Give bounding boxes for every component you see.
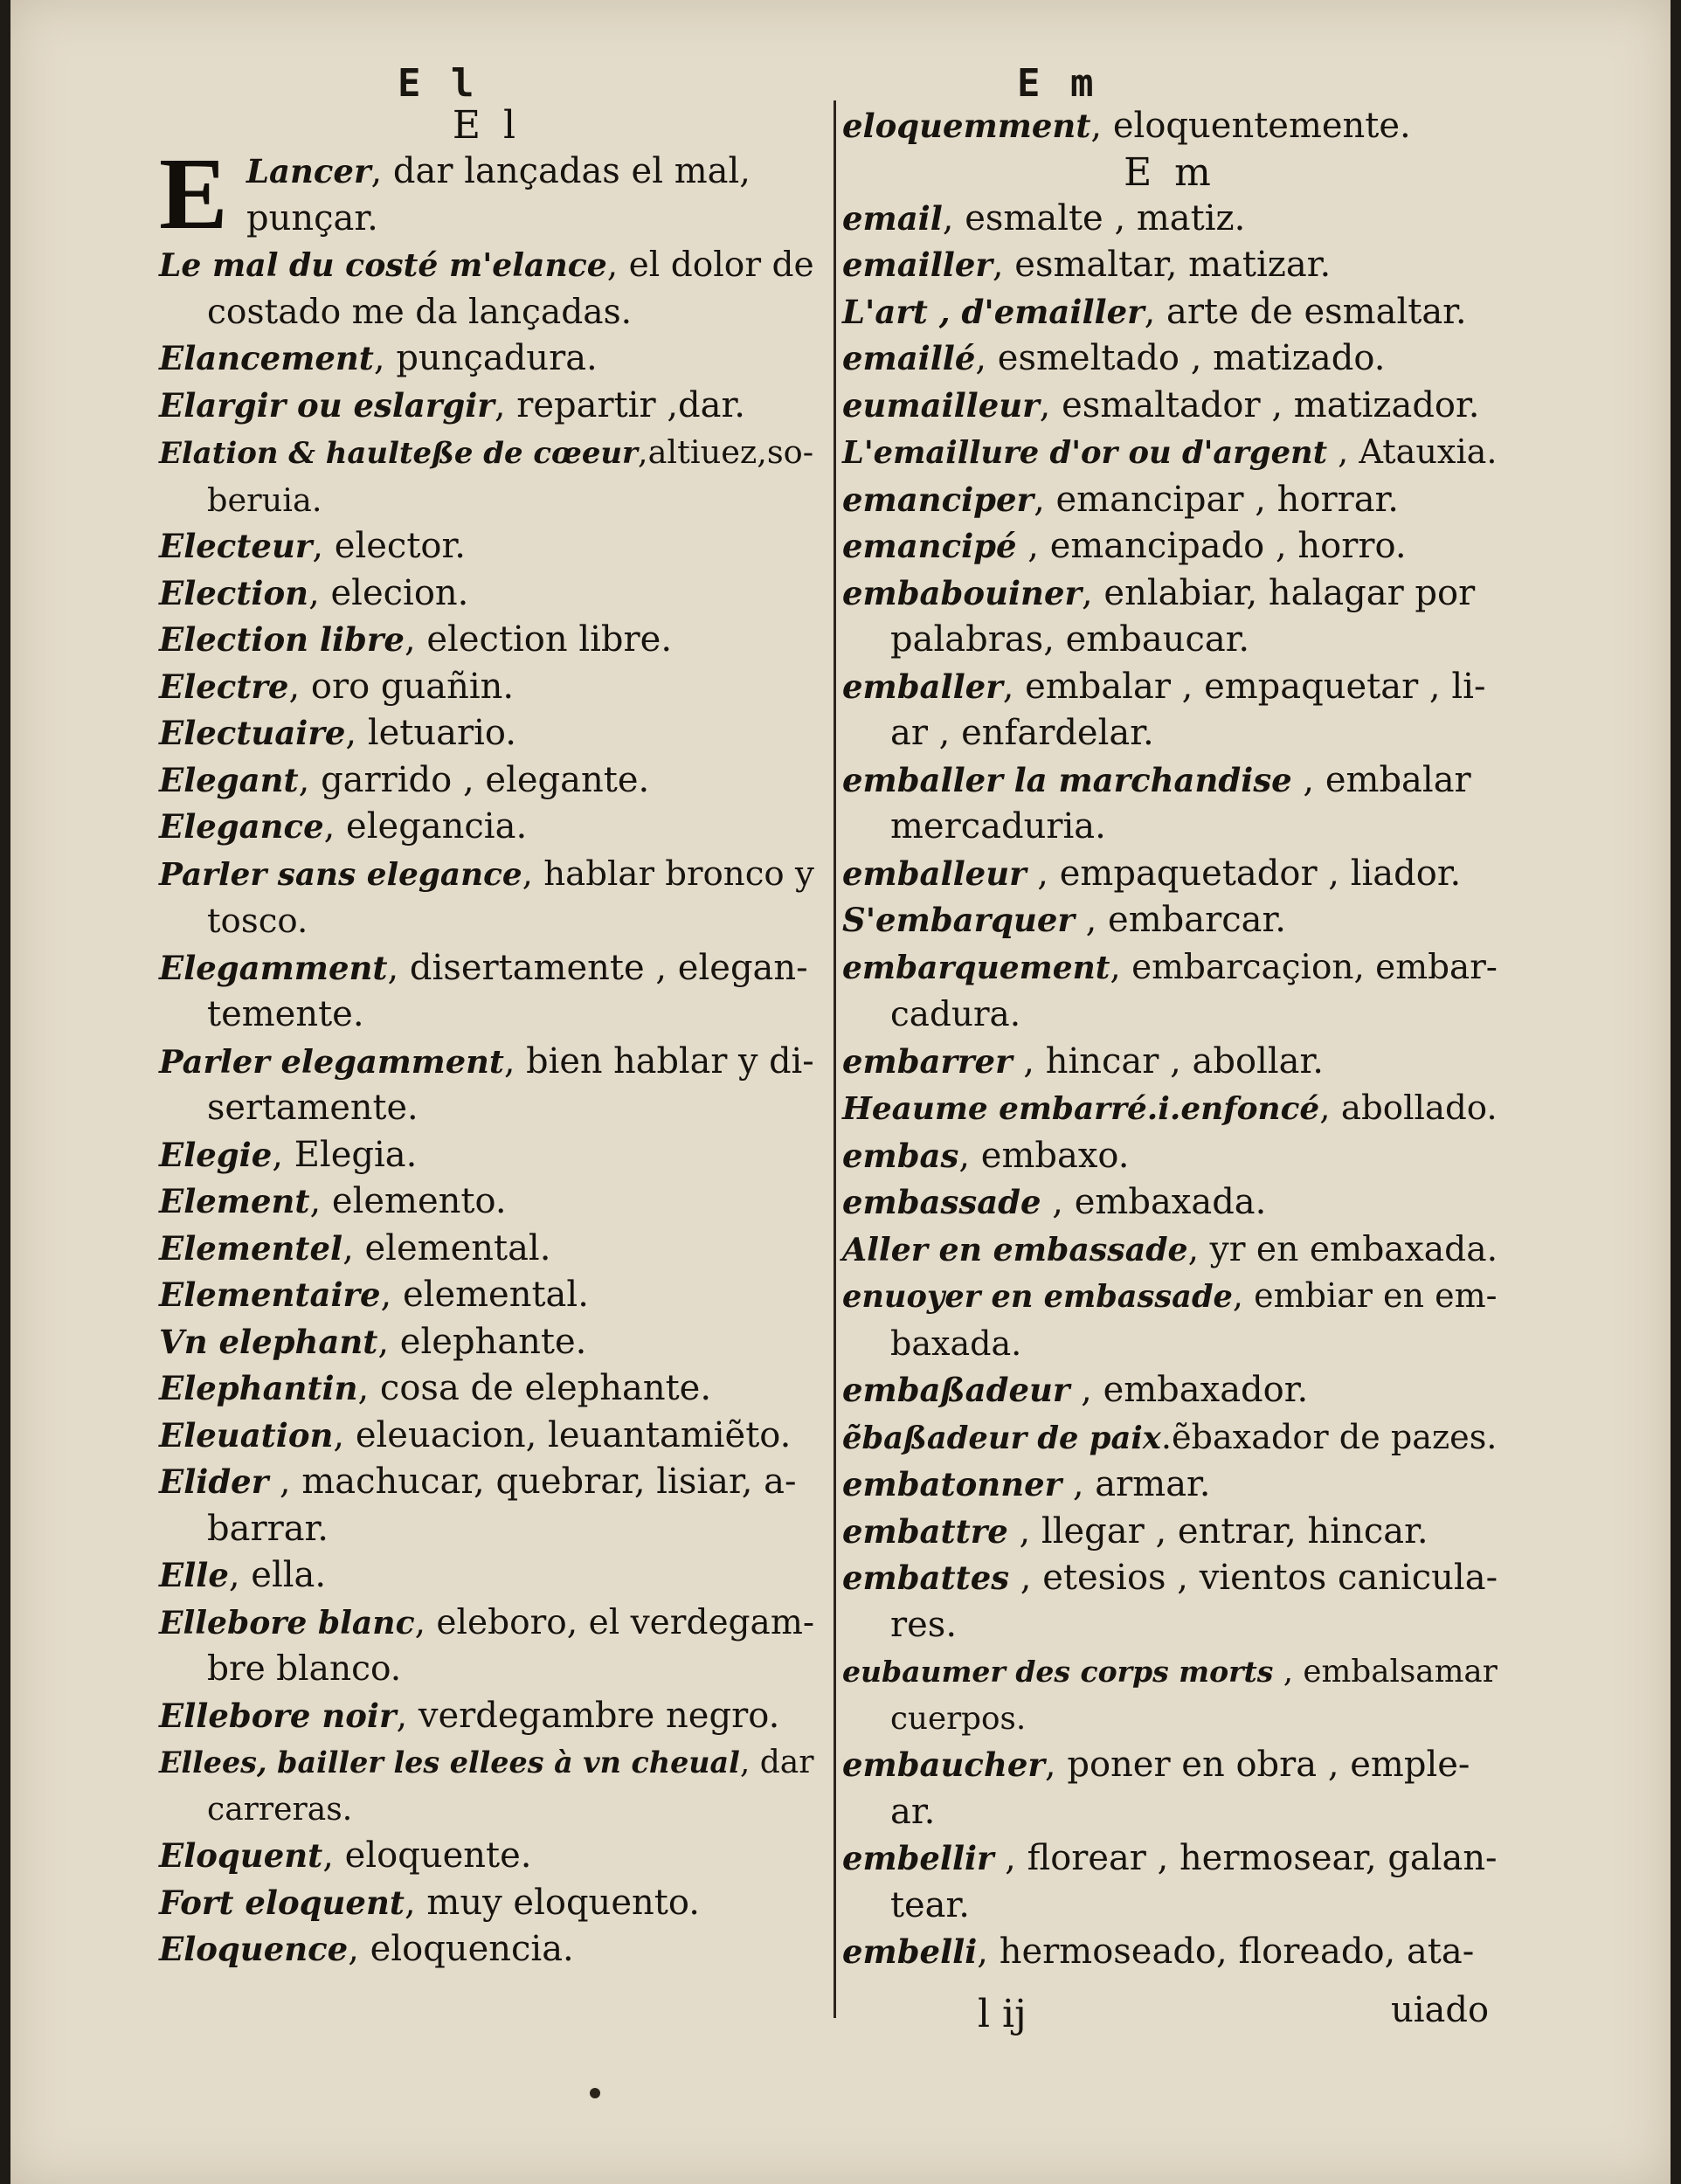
entry-headword: embassade: [842, 1183, 1041, 1221]
dictionary-entry: [842, 851, 1498, 898]
dictionary-entry: [842, 1835, 1498, 1929]
entry-headword: Elegie: [159, 1135, 273, 1174]
dictionary-entry: [842, 1039, 1498, 1086]
entry-continuation: tear.: [890, 1884, 970, 1925]
entry-translation: , cosa de elephante.: [357, 1368, 712, 1408]
entry-headword: Elider: [159, 1462, 269, 1501]
entry-headword: Ellebore blanc: [159, 1603, 415, 1641]
entry-headword: eloquemment: [842, 107, 1091, 145]
entry-headword: Election: [159, 573, 309, 612]
dictionary-entry: [842, 523, 1498, 570]
dictionary-entry: [159, 1459, 814, 1552]
section-heading-em: E m: [1124, 149, 1216, 195]
entry-translation: , Elegia.: [272, 1134, 418, 1175]
entry-translation: , embaxador.: [1069, 1370, 1309, 1410]
entry-headword: Parler sans elegance: [159, 855, 522, 893]
entry-translation: , dar: [739, 1744, 814, 1780]
dictionary-entry: [159, 757, 814, 805]
entry-headword: embarrer: [842, 1041, 1013, 1081]
entry-continuation: temente.: [207, 994, 364, 1034]
entry-translation: , disertamente , elegan-: [387, 947, 808, 988]
dictionary-entry: [842, 1509, 1498, 1556]
dictionary-entry: [842, 1462, 1498, 1509]
entry-translation: , eloquencia.: [348, 1929, 574, 1969]
entry-translation: , poner en obra , emple-: [1044, 1745, 1470, 1785]
dictionary-entry: [842, 1133, 1498, 1180]
entry-headword: eumailleur: [842, 385, 1040, 425]
entry-headword: Electuaire: [159, 714, 346, 752]
entry-headword: Heaume embarré.i.enfoncé: [842, 1090, 1320, 1127]
dictionary-entry: [159, 242, 814, 335]
entry-translation: , letuario.: [345, 713, 516, 753]
entry-headword: Elancement: [159, 339, 374, 377]
entry-continuation: ar.: [890, 1791, 936, 1832]
entry-headword: enuoyer en embassade: [842, 1279, 1233, 1315]
entry-translation: , el dolor de: [606, 245, 814, 285]
entry-headword: Fort eloquent: [159, 1883, 405, 1922]
dictionary-entry: [842, 1273, 1498, 1367]
entry-headword: embatonner: [842, 1465, 1062, 1503]
dictionary-entry: [159, 1132, 814, 1179]
entry-headword: Vn elephant: [159, 1322, 378, 1361]
entry-headword: Elegance: [159, 807, 324, 846]
entry-translation: , eleboro, el verdegam-: [414, 1602, 815, 1642]
entry-continuation: cuerpos.: [890, 1700, 1027, 1737]
entry-headword: Election libre: [159, 620, 405, 659]
entry-continuation: carreras.: [207, 1790, 353, 1828]
entry-translation: , elegancia.: [323, 806, 528, 847]
entry-translation: , Atauxia.: [1327, 432, 1498, 471]
entry-translation: , machucar, quebrar, lisiar, a-: [268, 1462, 797, 1502]
entry-headword: Eloquent: [159, 1836, 323, 1875]
dictionary-entry: [159, 1413, 814, 1460]
entry-headword: embelli: [842, 1932, 978, 1971]
dictionary-entry: [159, 1926, 814, 1973]
entry-headword: Elation & haulteße de cœeur: [159, 435, 638, 470]
dictionary-entry: [159, 1833, 814, 1880]
entry-headword: Ellees, bailler les ellees à vn cheual: [159, 1745, 740, 1780]
entry-headword: Electeur: [159, 527, 313, 565]
entry-translation: ,altiuez,so-: [637, 433, 814, 471]
dictionary-entry: [159, 945, 814, 1039]
entry-continuation: palabras, embaucar.: [890, 619, 1250, 660]
entry-translation: , elephante.: [377, 1321, 587, 1362]
entry-translation: , hermoseado, floreado, ata-: [977, 1932, 1475, 1972]
entry-translation: , muy eloquento.: [404, 1882, 700, 1923]
entry-headword: embattes: [842, 1559, 1010, 1597]
dictionary-entry: [159, 383, 814, 430]
entry-continuation: punçar.: [246, 197, 378, 238]
entry-continuation: costado me da lançadas.: [207, 292, 633, 332]
dictionary-entry: [159, 710, 814, 757]
entry-headword: emaillé: [842, 339, 976, 377]
entry-headword: Ellebore noir: [159, 1696, 397, 1735]
entry-headword: Elementel: [159, 1228, 343, 1268]
entry-translation: , repartir ,dar.: [494, 384, 745, 425]
entry-translation: , embalsamar: [1273, 1654, 1498, 1690]
dictionary-entry: [159, 1880, 814, 1927]
entry-headword: emballer la marchandise: [842, 760, 1292, 799]
entry-headword: emballeur: [842, 854, 1027, 893]
dictionary-entry: [159, 335, 814, 383]
dictionary-entry: [842, 570, 1498, 664]
entry-continuation: mercaduria.: [890, 806, 1106, 847]
left-column: [159, 103, 814, 1973]
entry-translation: , elector.: [312, 526, 466, 566]
dictionary-entry: [842, 1414, 1498, 1462]
entry-headword: emailler: [842, 245, 993, 284]
dictionary-entry: [842, 335, 1498, 383]
entry-headword: Eloquence: [159, 1930, 349, 1968]
entry-translation: , esmaltar, matizar.: [992, 245, 1332, 285]
entry-translation: , elemento.: [309, 1181, 507, 1221]
entry-translation: , elemental.: [342, 1227, 551, 1268]
dictionary-entry: [159, 617, 814, 664]
entry-continuation: beruia.: [207, 480, 322, 519]
entry-headword: email: [842, 198, 943, 238]
dictionary-entry: [842, 383, 1498, 430]
dictionary-entry: [842, 477, 1498, 524]
entry-translation: , armar.: [1062, 1464, 1211, 1504]
entry-headword: embas: [842, 1136, 959, 1175]
entry-headword: emancipé: [842, 527, 1017, 565]
entry-headword: L'art , d'emailler: [842, 292, 1145, 331]
entry-headword: Elargir ou eslargir: [159, 385, 495, 425]
entry-translation: , abollado.: [1319, 1089, 1498, 1128]
entry-headword: Electre: [159, 667, 289, 706]
entry-translation: , yr en embaxada.: [1187, 1229, 1498, 1269]
entry-translation: , embaxada.: [1041, 1182, 1267, 1222]
entry-translation: , embaxo.: [958, 1135, 1130, 1176]
entry-headword: Elementaire: [159, 1275, 381, 1314]
catchword: uiado: [1391, 1990, 1490, 2030]
entry-translation: , empaquetador , liador.: [1026, 853, 1462, 894]
entry-headword: S'embarquer: [842, 901, 1075, 939]
dictionary-entry: [159, 1739, 814, 1833]
right-column: [842, 103, 1498, 1976]
entry-headword: Elegamment: [159, 948, 388, 987]
entry-headword: Elegant: [159, 760, 299, 799]
entry-continuation: barrar.: [207, 1508, 329, 1549]
entry-headword: embaßadeur: [842, 1371, 1070, 1409]
entry-translation: , llegar , entrar, hincar.: [1007, 1510, 1429, 1552]
dictionary-entry: [159, 804, 814, 851]
dictionary-entry: [159, 570, 814, 618]
dictionary-entry: [159, 1365, 814, 1413]
entry-headword: Parler elegamment: [159, 1041, 504, 1081]
section-heading-el: E l: [452, 103, 522, 148]
drop-cap-letter: E: [159, 136, 228, 251]
dictionary-entry: [842, 289, 1498, 336]
dictionary-entry: [842, 429, 1498, 477]
entry-translation: , dar lançadas el mal,: [370, 151, 751, 191]
entry-translation: , oro guañin.: [288, 666, 515, 707]
entry-continuation: sertamente.: [207, 1088, 419, 1128]
dictionary-entry: [159, 1039, 814, 1132]
column-rule: [834, 100, 836, 2018]
dictionary-entry: [842, 1648, 1498, 1742]
dictionary-entry: [159, 851, 814, 945]
entry-continuation: baxada.: [890, 1324, 1022, 1363]
entry-continuation: ar , enfardelar.: [890, 713, 1154, 753]
entry-headword: embarquement: [842, 949, 1110, 986]
entry-translation: , florear , hermosear, galan-: [993, 1838, 1498, 1878]
entry-headword: Le mal du costé m'elance: [159, 246, 607, 284]
dictionary-entry: [842, 1742, 1498, 1835]
entry-translation: , election libre.: [404, 619, 673, 660]
entry-translation: , ella.: [228, 1555, 327, 1595]
dictionary-entry: [159, 429, 814, 523]
entry-headword: Elle: [159, 1556, 229, 1594]
dictionary-entry: [842, 757, 1498, 851]
dictionary-entry: [842, 664, 1498, 757]
entry-translation: , esmaltador , matizador.: [1039, 384, 1480, 425]
signature-mark: l ij: [978, 1992, 1027, 2036]
entry-translation: , etesios , vientos canicula-: [1009, 1558, 1498, 1598]
dictionary-entry: [159, 664, 814, 711]
entry-headword: Eleuation: [159, 1415, 334, 1455]
dictionary-entry: [159, 1693, 814, 1740]
dictionary-entry: [842, 1085, 1498, 1133]
entry-translation: , emancipado , horro.: [1016, 526, 1407, 566]
dictionary-entry: [842, 1367, 1498, 1414]
entry-translation: , hablar bronco y: [522, 854, 814, 894]
entry-translation: , punçadura.: [373, 338, 598, 378]
entry-headword: embabouiner: [842, 573, 1082, 612]
ink-dot: [590, 2088, 600, 2098]
entry-headword: Elephantin: [159, 1369, 358, 1407]
entry-translation: , embalar: [1291, 759, 1471, 800]
dictionary-entry: [842, 1227, 1498, 1274]
running-head-right: E m: [1017, 61, 1097, 106]
entry-translation: , embarcaçion, embar-: [1110, 947, 1498, 987]
entry-translation: , hincar , abollar.: [1012, 1040, 1324, 1082]
dictionary-entry: [842, 103, 1498, 150]
dictionary-entry: [159, 1552, 814, 1600]
dictionary-entry: [159, 1272, 814, 1319]
dictionary-entry: [159, 1319, 814, 1366]
entry-translation: , eloquente.: [322, 1835, 532, 1876]
entry-continuation: bre blanco.: [207, 1649, 402, 1689]
entry-headword: L'emaillure d'or ou d'argent: [842, 435, 1327, 471]
entry-translation: , eloquentemente.: [1090, 106, 1411, 146]
running-head-left: E l: [398, 61, 478, 106]
entry-translation: , esmeltado , matizado.: [975, 338, 1386, 378]
entry-translation: , eleuacion, leuantamiẽto.: [333, 1414, 792, 1455]
entry-translation: , embalar , empaquetar , li-: [1002, 666, 1486, 707]
entry-translation: , bien hablar y di-: [503, 1040, 814, 1082]
entry-continuation: res.: [890, 1604, 958, 1645]
entry-headword: emballer: [842, 667, 1003, 706]
entry-translation: , embarcar.: [1074, 900, 1286, 940]
entry-continuation: tosco.: [207, 902, 308, 941]
dictionary-entry: [159, 523, 814, 570]
dictionary-entry: [159, 1226, 814, 1273]
dictionary-entry: [842, 242, 1498, 289]
entry-headword: Lancer: [246, 152, 371, 190]
entry-continuation: cadura.: [890, 995, 1021, 1034]
entry-headword: eubaumer des corps morts: [842, 1655, 1274, 1689]
dictionary-entry: [842, 1929, 1498, 1976]
entry-translation: , elemental.: [380, 1275, 589, 1315]
entry-translation: , enlabiar, halagar por: [1081, 572, 1476, 613]
entry-translation: , emancipar , horrar.: [1034, 479, 1399, 520]
book-page: [10, 0, 1671, 2184]
dictionary-entry: [842, 196, 1498, 243]
entry-translation: , embiar en em-: [1232, 1276, 1498, 1315]
dictionary-entry: [159, 1600, 814, 1693]
entry-translation: , garrido , elegante.: [298, 759, 650, 800]
dictionary-entry: [842, 944, 1498, 1039]
entry-headword: embattre: [842, 1511, 1008, 1551]
entry-translation: , esmalte , matiz.: [942, 197, 1246, 238]
entry-headword: emanciper: [842, 480, 1034, 519]
entry-headword: Element: [159, 1182, 310, 1220]
entry-translation: .ẽbaxador de pazes.: [1160, 1417, 1498, 1456]
dictionary-entry: [842, 1179, 1498, 1227]
dictionary-entry: [842, 897, 1498, 944]
entry-translation: , arte de esmaltar.: [1144, 291, 1467, 332]
dictionary-entry: [842, 1555, 1498, 1648]
dictionary-entry: [159, 1178, 814, 1226]
dictionary-entry: [159, 136, 814, 251]
entry-translation: , verdegambre negro.: [396, 1695, 780, 1736]
entry-headword: Aller en embassade: [842, 1230, 1188, 1268]
entry-headword: embellir: [842, 1839, 994, 1877]
entry-headword: embaucher: [842, 1745, 1045, 1784]
entry-translation: , elecion.: [308, 572, 469, 613]
entry-headword: ẽbaßadeur de paix: [842, 1420, 1161, 1456]
